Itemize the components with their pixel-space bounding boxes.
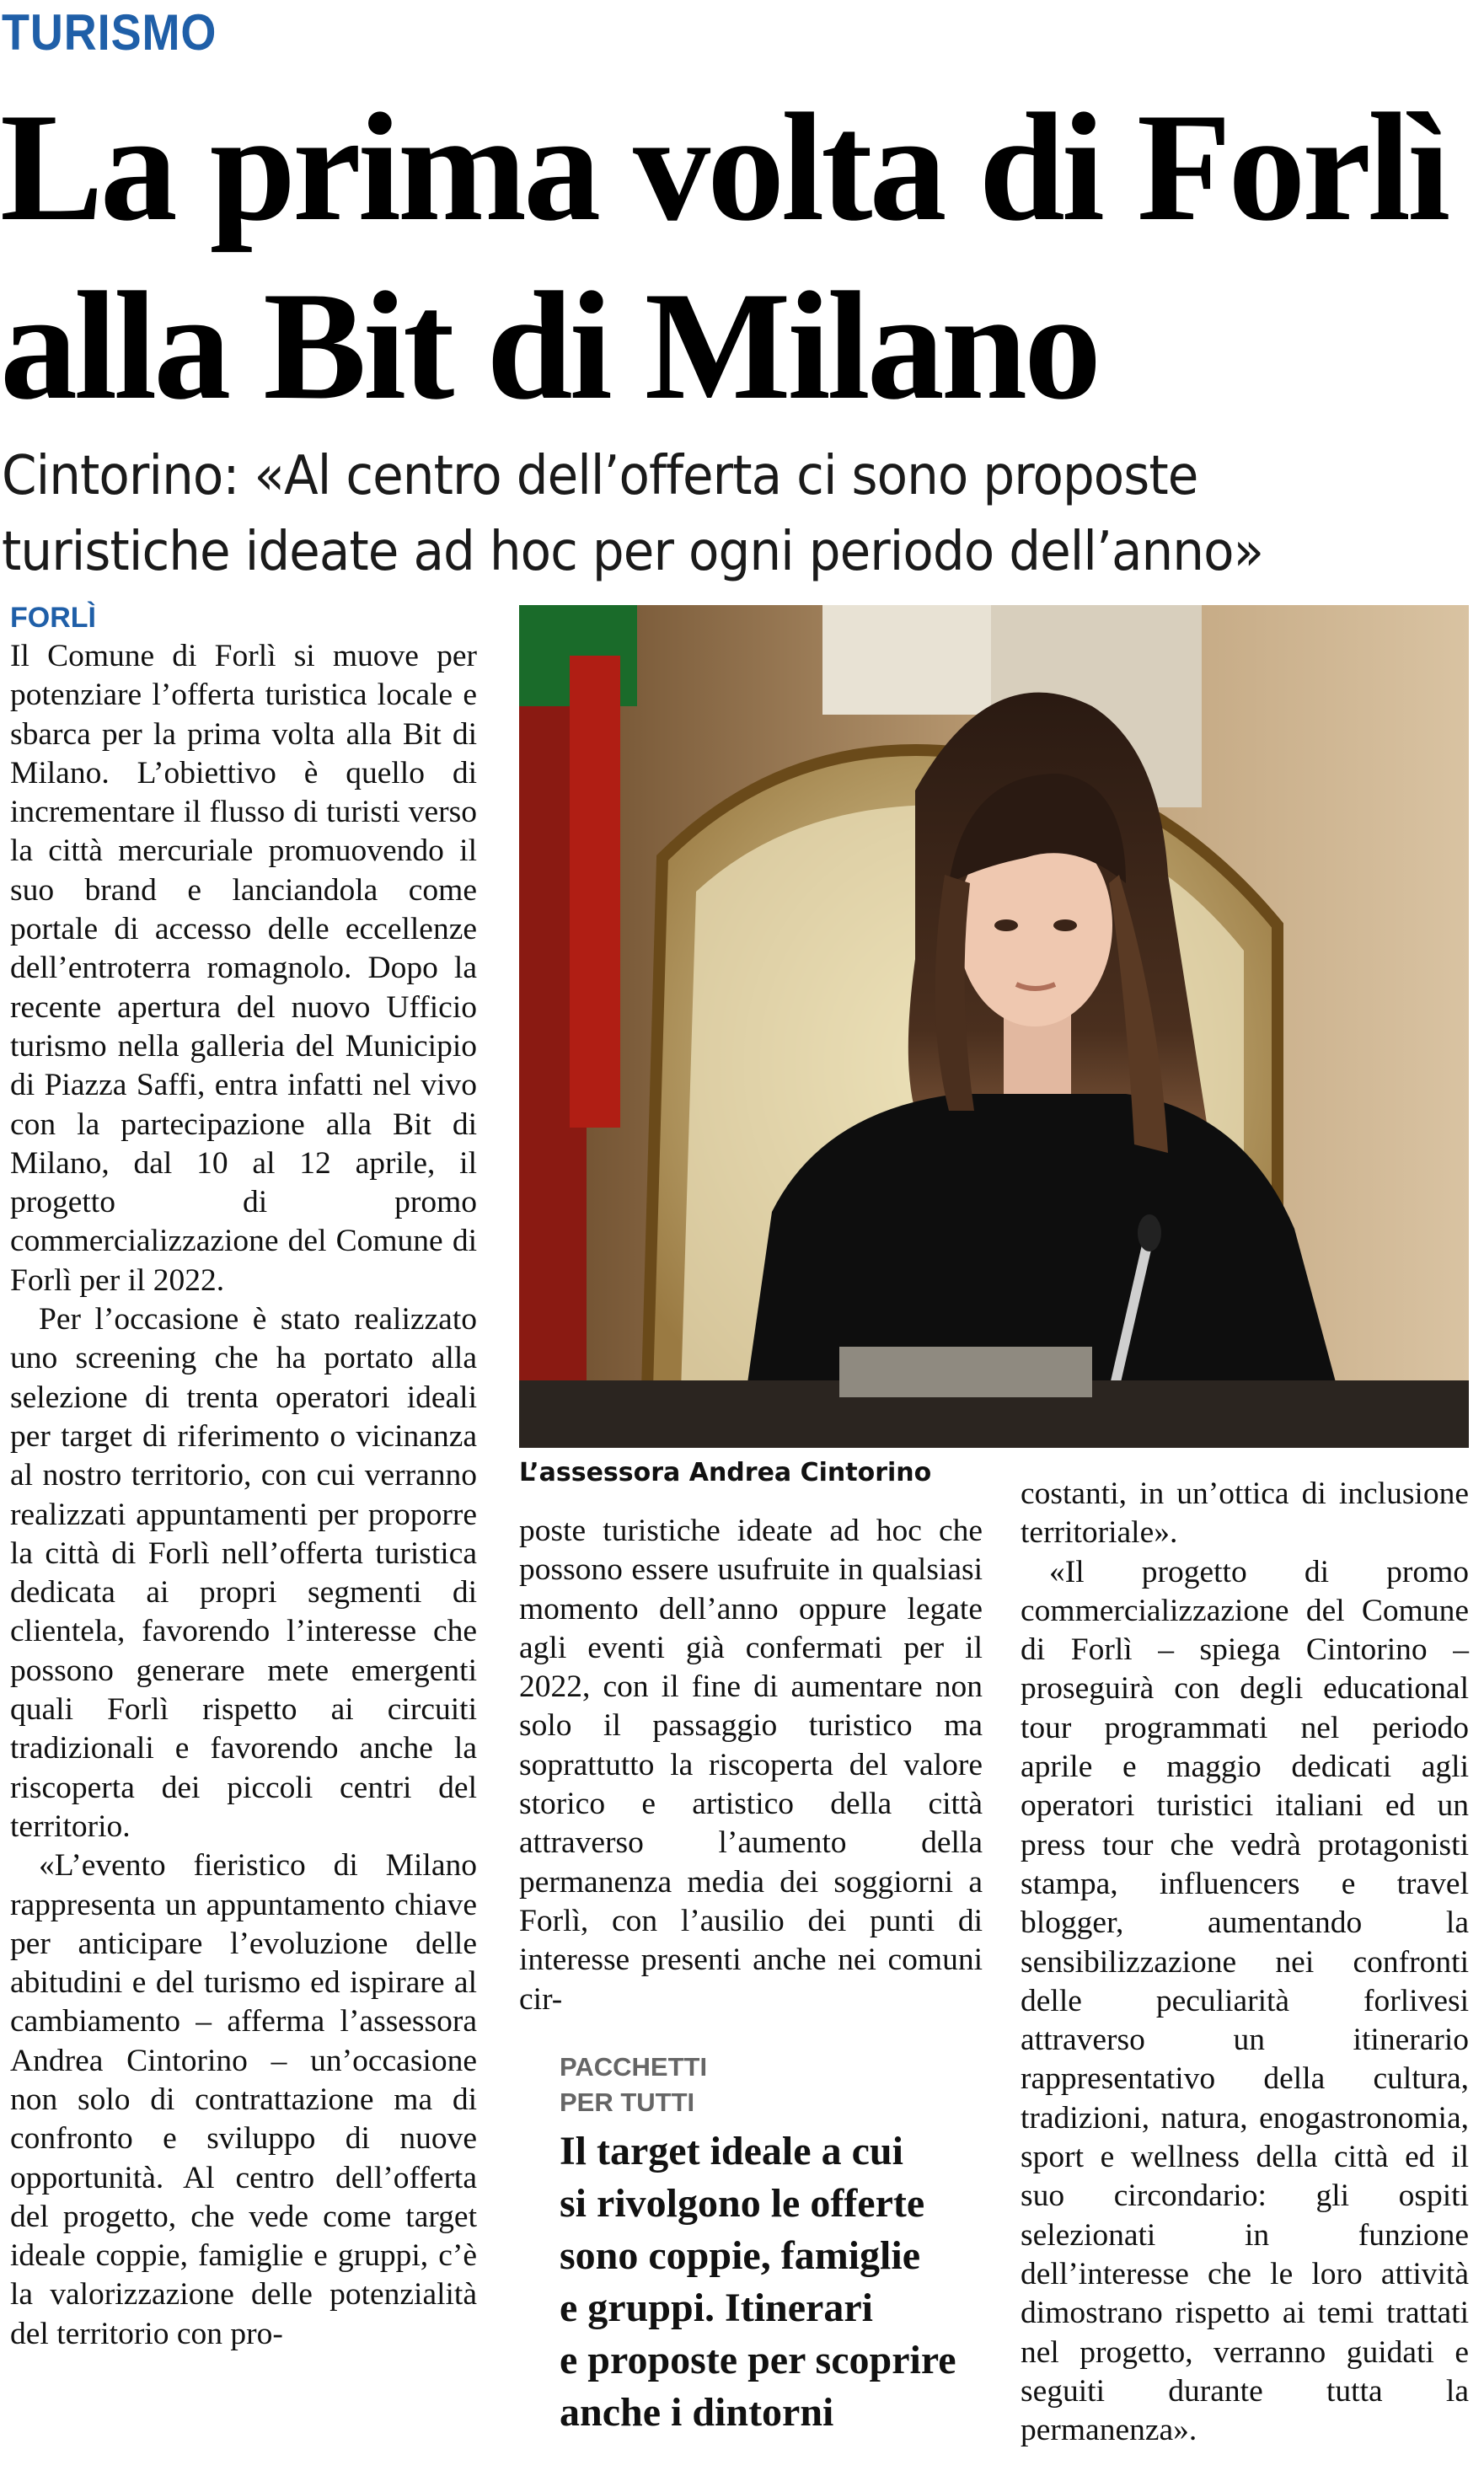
photo-caption: L’assessora Andrea Cintorino bbox=[519, 1458, 932, 1487]
subheadline bbox=[2, 438, 1374, 590]
box-line: e proposte per scoprire bbox=[560, 2338, 956, 2382]
box-quote bbox=[560, 2125, 1031, 2439]
box-line: Il target ideale a cui bbox=[560, 2129, 903, 2173]
article-column-1 bbox=[10, 598, 477, 2354]
box-line: anche i dintorni bbox=[560, 2390, 834, 2435]
paragraph: Il Comune di Forlì si muove per potenziare l’offerta turistica locale e sbarca per la prima volta alla Bit di Milano. L’obiettivo è quello di incrementare il flusso di turisti verso la città mercuriale promuovendo il suo brand e lanciandola come portale di accesso delle eccellenze dell’entroterra romagnolo. Dopo la recente apertura del nuovo Ufficio turismo nella galleria del Municipio di Piazza Saffi, entra infatti nel vivo con la partecipazione alla Bit di Milano, dal 10 al 12 aprile, il progetto di promo commercializzazione del Comune di Forlì per il 2022. bbox=[10, 639, 477, 1298]
subheadline-line-2: turistiche ideate ad hoc per ogni periodo dell’anno» bbox=[2, 521, 1264, 583]
section-kicker: TURISMO bbox=[2, 4, 217, 61]
article-column-3 bbox=[1021, 1475, 1469, 2450]
paragraph: «L’evento fieristico di Milano rappresenta un appuntamento chiave per anticipare l’evoluzione delle abitudini e del turismo ed ispirare al cambiamento – afferma l’assessora Andrea Cintorino – un’occasione non solo di contrattazione ma di confronto e sviluppo di nuove opportunità. Al centro dell’offerta del progetto, che vede come target ideale coppie, famiglie e gruppi, c’è la valorizzazione delle potenzialità del territorio con pro- bbox=[10, 1848, 477, 2351]
article-photo bbox=[519, 605, 1469, 1448]
box-kicker-line-1: PACCHETTI bbox=[560, 2052, 708, 2082]
dateline: FORLÌ bbox=[10, 602, 96, 634]
photo-illustration bbox=[519, 605, 1469, 1448]
headline-line-1: La prima volta di Forlì bbox=[0, 81, 1448, 253]
box-kicker-line-2: PER TUTTI bbox=[560, 2087, 695, 2117]
paragraph: costanti, in un’ottica di inclusione territoriale». bbox=[1021, 1476, 1469, 1551]
headline bbox=[0, 78, 1484, 435]
subheadline-line-1: Cintorino: «Al centro dell’offerta ci sono proposte bbox=[2, 445, 1198, 507]
article-column-2 bbox=[519, 1512, 983, 2019]
box-line: e gruppi. Itinerari bbox=[560, 2286, 873, 2330]
headline-line-2: alla Bit di Milano bbox=[0, 260, 1099, 431]
paragraph: Per l’occasione è stato realizzato uno screening che ha portato alla selezione di trenta operatori ideali per target di riferimento o vicinanza al nostro territorio, con cui verranno realizzati appuntamenti per proporre la città di Forlì nell’offerta turistica dedicata ai propri segmenti di clientela, favorendo l’interesse che possono generare mete emergenti quali Forlì rispetto ai circuiti tradizionali e favorendo anche la riscoperta dei piccoli centri del territorio. bbox=[10, 1302, 477, 1844]
box-line: si rivolgono le offerte bbox=[560, 2181, 925, 2226]
box-kicker bbox=[560, 2050, 707, 2120]
box-line: sono coppie, famiglie bbox=[560, 2233, 920, 2278]
paragraph: poste turistiche ideate ad hoc che possono essere usufruite in qualsiasi momento dell’anno oppure legate agli eventi già confermati per il 2022, con il fine di aumentare non solo il passaggio turistico ma soprattutto la riscoperta del valore storico e artistico della città attraverso l’aumento della permanenza media dei soggiorni a Forlì, con l’ausilio dei punti di interesse presenti anche nei comuni cir- bbox=[519, 1514, 983, 2017]
paragraph: «Il progetto di promo commercializzazione del Comune di Forlì – spiega Cintorino – proseguirà con degli educational tour programmati nel periodo aprile e maggio dedicati agli operatori turistici italiani ed un press tour che vedrà protagonisti stampa, influencers e travel blogger, aumentando la sensibilizzazione nei confronti delle peculiarità forlivesi attraverso un itinerario rappresentativo della cultura, tradizioni, natura, enogastronomia, sport e wellness della città ed il suo circondario: gli ospiti selezionati in funzione dell’interesse che le loro attività dimostrano rispetto ai temi trattati nel progetto, verranno guidati e seguiti durante tutta la permanenza». bbox=[1021, 1554, 1469, 2448]
